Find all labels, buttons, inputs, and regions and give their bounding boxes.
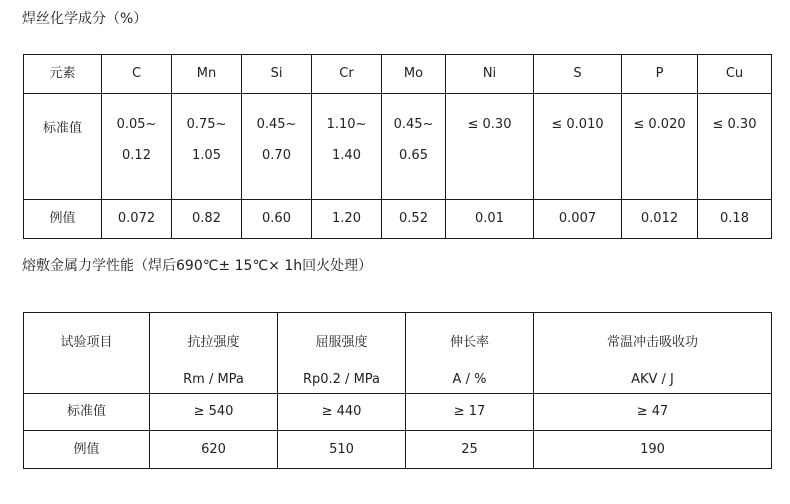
mech-example-label-cell: 例值	[24, 431, 150, 469]
element-cr-header: Cr	[312, 55, 382, 94]
element-c-header: C	[102, 55, 172, 94]
element-s-header: S	[534, 55, 622, 94]
element-mo-header: Mo	[382, 55, 446, 94]
example-s-cell: 0.007	[534, 200, 622, 239]
standard-mn-cell: 0.75~ 1.05	[172, 94, 242, 200]
mech-example-elongation-cell: 25	[406, 431, 534, 469]
mechanical-example-row	[24, 431, 772, 469]
example-si-cell: 0.60	[242, 200, 312, 239]
example-mo-cell: 0.52	[382, 200, 446, 239]
example-mn-cell: 0.82	[172, 200, 242, 239]
yield-strength-header: 屈服强度 Rp0.2 / MPa	[278, 313, 406, 394]
example-c-cell: 0.072	[102, 200, 172, 239]
header-label-cell: 元素	[24, 55, 102, 94]
mechanical-standard-row	[24, 394, 772, 431]
example-p-cell: 0.012	[622, 200, 698, 239]
mech-example-impact-cell: 190	[534, 431, 772, 469]
mechanical-header-row	[24, 313, 772, 394]
example-ni-cell: 0.01	[446, 200, 534, 239]
mech-standard-elongation-cell: ≥ 17	[406, 394, 534, 431]
standard-c-cell: 0.05~ 0.12	[102, 94, 172, 200]
example-label-cell: 例值	[24, 200, 102, 239]
elongation-header: 伸长率 A / %	[406, 313, 534, 394]
standard-s-cell: ≤ 0.010	[534, 94, 622, 200]
standard-si-cell: 0.45~ 0.70	[242, 94, 312, 200]
standard-cr-cell: 1.10~ 1.40	[312, 94, 382, 200]
impact-energy-header: 常温冲击吸收功 AKV / J	[534, 313, 772, 394]
element-mn-header: Mn	[172, 55, 242, 94]
standard-mo-cell: 0.45~ 0.65	[382, 94, 446, 200]
element-cu-header: Cu	[698, 55, 772, 94]
composition-standard-row	[24, 94, 772, 200]
standard-p-cell: ≤ 0.020	[622, 94, 698, 200]
element-ni-header: Ni	[446, 55, 534, 94]
example-cr-cell: 1.20	[312, 200, 382, 239]
mechanical-properties-table	[23, 312, 772, 469]
mech-standard-impact-cell: ≥ 47	[534, 394, 772, 431]
mech-example-tensile-cell: 620	[150, 431, 278, 469]
mech-standard-yield-cell: ≥ 440	[278, 394, 406, 431]
chemical-composition-table	[23, 54, 772, 239]
standard-label-cell: 标准值	[24, 94, 102, 200]
example-cu-cell: 0.18	[698, 200, 772, 239]
mech-standard-tensile-cell: ≥ 540	[150, 394, 278, 431]
element-p-header: P	[622, 55, 698, 94]
tensile-strength-header: 抗拉强度 Rm / MPa	[150, 313, 278, 394]
mech-standard-label-cell: 标准值	[24, 394, 150, 431]
mechanical-properties-title: 熔敷金属力学性能（焊后690℃± 15℃× 1h回火处理）	[22, 258, 373, 274]
standard-ni-cell: ≤ 0.30	[446, 94, 534, 200]
composition-title: 焊丝化学成分（%）	[22, 11, 148, 27]
standard-cu-cell: ≤ 0.30	[698, 94, 772, 200]
composition-example-row	[24, 200, 772, 239]
test-item-header: 试验项目	[24, 313, 150, 394]
mech-example-yield-cell: 510	[278, 431, 406, 469]
element-si-header: Si	[242, 55, 312, 94]
composition-header-row	[24, 55, 772, 94]
